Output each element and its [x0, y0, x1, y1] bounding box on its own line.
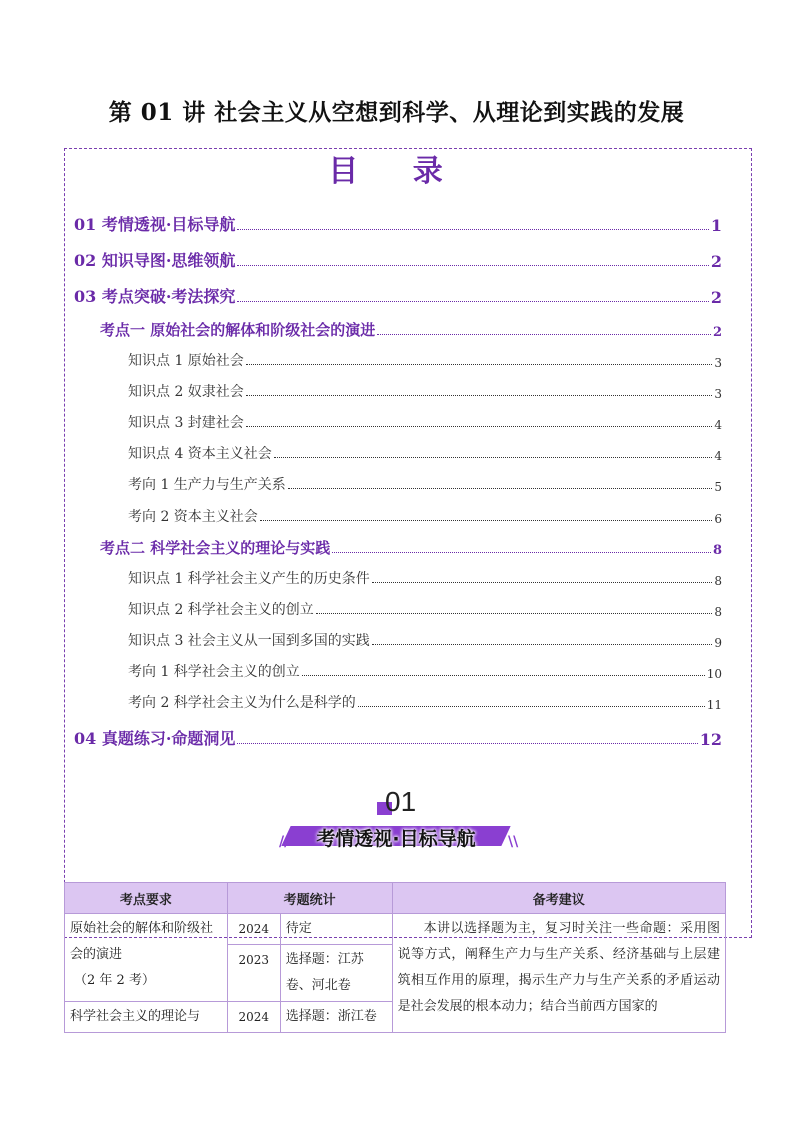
- toc-page-number: 9: [714, 636, 722, 650]
- toc-page-number: 10: [706, 667, 722, 681]
- toc-entry-label: 知识点 2 科学社会主义的创立: [128, 602, 314, 618]
- toc-entry-kaoxiang[interactable]: [128, 661, 722, 681]
- year-cell: 2023: [227, 945, 280, 1002]
- page-title: 第 01 讲 社会主义从空想到科学、从理论到实践的发展: [108, 99, 685, 126]
- section-title: 考情透视·目标导航: [316, 828, 476, 850]
- toc-leader: [237, 229, 708, 230]
- toc-leader: [246, 426, 713, 427]
- toc-leader: [246, 395, 713, 396]
- toc-leader: [237, 743, 697, 744]
- stat-cell: 待定: [280, 914, 392, 945]
- table-header: 考题统计: [227, 883, 392, 914]
- toc-entry-zhishidian[interactable]: [128, 630, 722, 650]
- toc-page-number: 8: [714, 574, 722, 588]
- toc-entry-label: 考向 2 科学社会主义为什么是科学的: [128, 695, 356, 711]
- toc-entry-label: 04 真题练习·命题洞见: [74, 729, 236, 748]
- toc-page-number: 2: [712, 325, 722, 340]
- backslash-decoration-icon: \\: [508, 834, 519, 850]
- toc-entry-zhishidian[interactable]: [128, 412, 722, 432]
- slash-decoration-icon: //: [279, 834, 290, 850]
- toc-page-number: 4: [714, 449, 722, 463]
- toc-entry-label: 知识点 2 奴隶社会: [128, 384, 244, 400]
- toc-entry-03[interactable]: [74, 284, 722, 307]
- toc-entry-kaoxiang[interactable]: [128, 506, 722, 526]
- toc-entry-kaodian-2[interactable]: [100, 537, 722, 558]
- table-header-row: [65, 883, 726, 914]
- toc-entry-zhishidian[interactable]: [128, 350, 722, 370]
- topic-count: （2 年 2 考）: [74, 973, 155, 988]
- topic-cell: [65, 914, 228, 1002]
- toc-entry-label: 知识点 4 资本主义社会: [128, 446, 272, 462]
- stat-cell: 选择题：浙江卷: [280, 1002, 392, 1033]
- toc-leader: [237, 301, 708, 302]
- section-badge: [0, 786, 793, 856]
- year-cell: 2024: [227, 1002, 280, 1033]
- toc-page-number: 12: [699, 730, 722, 749]
- toc-leader: [358, 706, 705, 707]
- toc-leader: [274, 457, 713, 458]
- toc-page-number: 1: [710, 216, 722, 235]
- toc-leader: [302, 675, 705, 676]
- advice-cell: 本讲以选择题为主，复习时关注一些命题：采用图说等方式，阐释生产力与生产关系、经济基础与上层建筑相互作用的原理，揭示生产力与生产关系的矛盾运动是社会发展的根本动力；结合当前西方国家的: [392, 914, 725, 1033]
- toc-entry-label: 考向 1 科学社会主义的创立: [128, 664, 300, 680]
- toc-entry-label: 03 考点突破·考法探究: [74, 287, 236, 306]
- toc-page-number: 8: [712, 543, 722, 558]
- toc-page-number: 5: [714, 480, 722, 494]
- toc-page-number: 4: [714, 418, 722, 432]
- toc-page-number: 6: [714, 512, 722, 526]
- toc-entry-label: 01 考情透视·目标导航: [74, 215, 236, 234]
- toc-entry-label: 知识点 1 原始社会: [128, 353, 244, 369]
- toc-leader: [237, 265, 708, 266]
- toc-entry-label: 考点一 原始社会的解体和阶级社会的演进: [100, 321, 376, 339]
- toc-heading: 目 录: [328, 154, 465, 189]
- toc-page-number: 3: [714, 356, 722, 370]
- topic-cell: 科学社会主义的理论与: [65, 1002, 228, 1033]
- toc-entry-label: 02 知识导图·思维领航: [74, 251, 236, 270]
- stat-cell: 选择题：江苏卷、河北卷: [280, 945, 392, 1002]
- toc-entry-kaodian-1[interactable]: [100, 319, 722, 340]
- topic-name: 原始社会的解体和阶级社会的演进: [70, 921, 214, 962]
- toc-entry-label: 考向 1 生产力与生产关系: [128, 477, 286, 493]
- toc-leader: [332, 552, 711, 553]
- toc-entry-zhishidian[interactable]: [128, 443, 722, 463]
- table-header: 备考建议: [392, 883, 725, 914]
- toc-entry-04[interactable]: [74, 726, 722, 749]
- toc-entry-label: 知识点 3 封建社会: [128, 415, 244, 431]
- toc-page-number: 2: [710, 288, 722, 307]
- toc-leader: [246, 364, 713, 365]
- toc-entry-zhishidian[interactable]: [128, 599, 722, 619]
- toc-page-number: 8: [714, 605, 722, 619]
- toc-entry-zhishidian[interactable]: [128, 381, 722, 401]
- toc-entry-label: 考向 2 资本主义社会: [128, 509, 258, 525]
- toc-entry-label: 知识点 1 科学社会主义产生的历史条件: [128, 571, 370, 587]
- toc-page-number: 11: [706, 698, 722, 712]
- toc-leader: [372, 582, 713, 583]
- table-header: 考点要求: [65, 883, 228, 914]
- toc-leader: [316, 613, 713, 614]
- toc-entry-01[interactable]: [74, 212, 722, 235]
- toc-entry-kaoxiang[interactable]: [128, 474, 722, 494]
- toc-entry-zhishidian[interactable]: [128, 568, 722, 588]
- toc-page-number: 3: [714, 387, 722, 401]
- toc-entry-label: 知识点 3 社会主义从一国到多国的实践: [128, 633, 370, 649]
- exam-overview-table: [64, 882, 726, 1033]
- toc-leader: [372, 644, 713, 645]
- toc-leader: [377, 334, 711, 335]
- toc-entry-02[interactable]: [74, 248, 722, 271]
- section-number: 01: [385, 786, 417, 817]
- table-row: [65, 914, 726, 945]
- toc-entry-label: 考点二 科学社会主义的理论与实践: [100, 539, 331, 557]
- toc-leader: [260, 520, 713, 521]
- toc-entry-kaoxiang[interactable]: [128, 692, 722, 712]
- year-cell: 2024: [227, 914, 280, 945]
- toc-leader: [288, 488, 713, 489]
- toc-page-number: 2: [710, 252, 722, 271]
